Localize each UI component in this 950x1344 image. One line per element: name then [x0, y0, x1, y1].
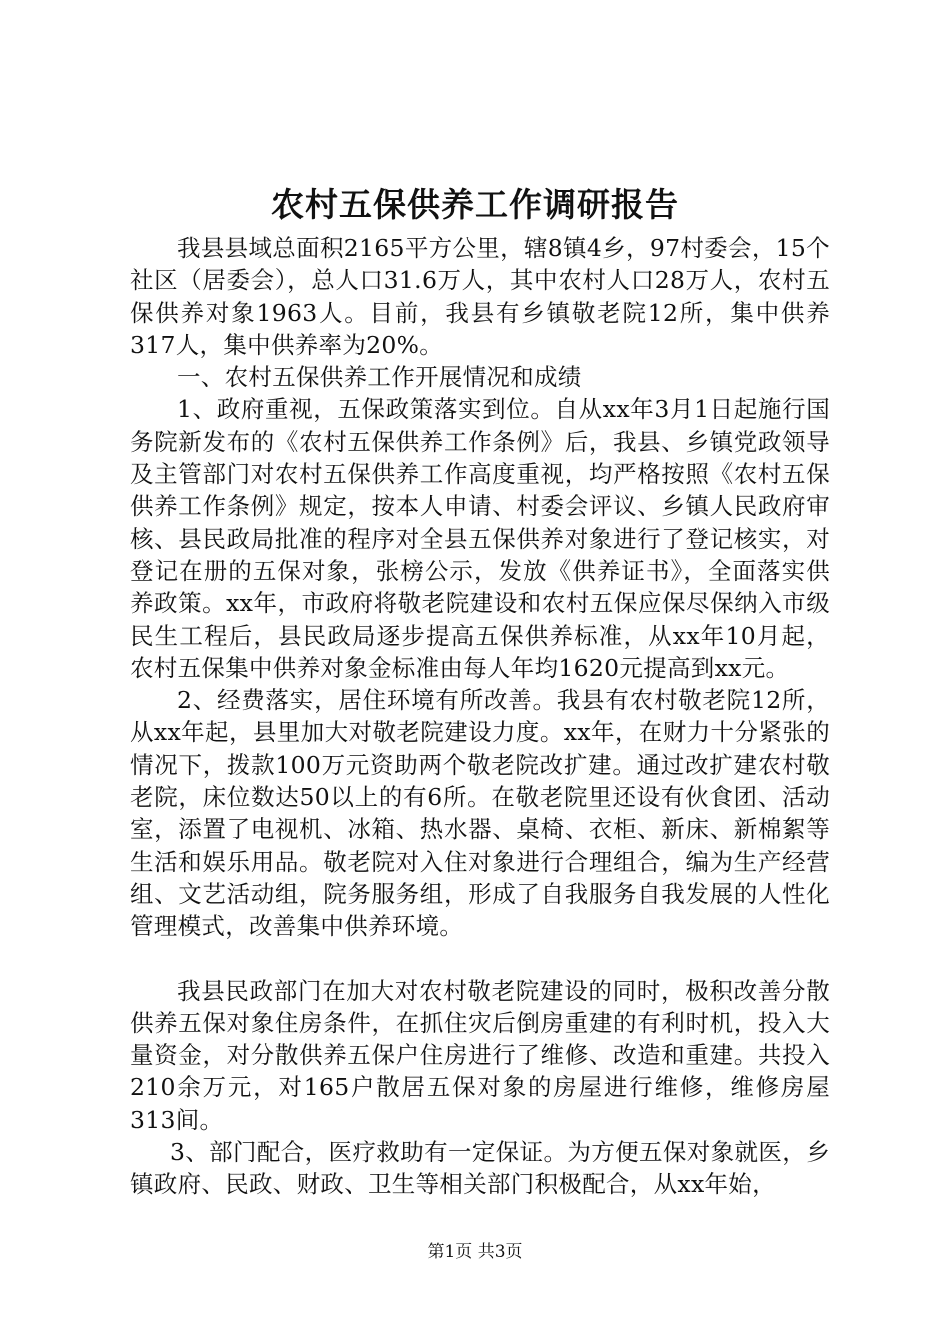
paragraph-overview: 我县县域总面积2165平方公里，辖8镇4乡，97村委会，15个社区（居委会），总人口31.6万人，其中农村人口28万人，农村五保供养对象1963人。目前，我县有乡镇敬老院12所，集中供养317人，集中供养率为20%。 [130, 234, 830, 359]
document-body [130, 232, 830, 1201]
page-footer: 第1页 共3页 [427, 1242, 523, 1262]
section-heading: 一、农村五保供养工作开展情况和成绩 [177, 363, 582, 392]
document-title: 农村五保供养工作调研报告 [271, 185, 679, 224]
paragraph-point-2: 2、经费落实，居住环境有所改善。我县有农村敬老院12所，从xx年起，县里加大对敬老院建设力度。xx年，在财力十分紧张的情况下，拨款100万元资助两个敬老院改扩建。通过改扩建农村敬老院，床位数达50以上的有6所。在敬老院里还设有伙食团、活动室，添置了电视机、冰箱、热水器、桌椅、衣柜、新床、新棉絮等生活和娱乐用品。敬老院对入住对象进行合理组合，编为生产经营组、文艺活动组，院务服务组，形成了自我服务自我发展的人性化管理模式，改善集中供养环境。 [130, 686, 830, 941]
paragraph-point-3: 3、部门配合，医疗救助有一定保证。为方便五保对象就医，乡镇政府、民政、财政、卫生等相关部门积极配合，从xx年始， [130, 1138, 830, 1199]
paragraph-point-1: 1、政府重视，五保政策落实到位。自从xx年3月1日起施行国务院新发布的《农村五保供养工作条例》后，我县、乡镇党政领导及主管部门对农村五保供养工作高度重视，均严格按照《农村五保供养工作条例》规定，按本人申请、村委会评议、乡镇人民政府审核、县民政局批准的程序对全县五保供养对象进行了登记核实，对登记在册的五保对象，张榜公示，发放《供养证书》，全面落实供养政策。xx年，市政府将敬老院建设和农村五保应保尽保纳入市级民生工程后，县民政局逐步提高五保供养标准，从xx年10月起，农村五保集中供养对象金标准由每人年均1620元提高到xx元。 [130, 395, 830, 682]
paragraph-housing: 我县民政部门在加大对农村敬老院建设的同时，极积改善分散供养五保对象住房条件，在抓住灾后倒房重建的有利时机，投入大量资金，对分散供养五保户住房进行了维修、改造和重建。共投入210余万元，对165户散居五保对象的房屋进行维修，维修房屋313间。 [130, 976, 830, 1134]
